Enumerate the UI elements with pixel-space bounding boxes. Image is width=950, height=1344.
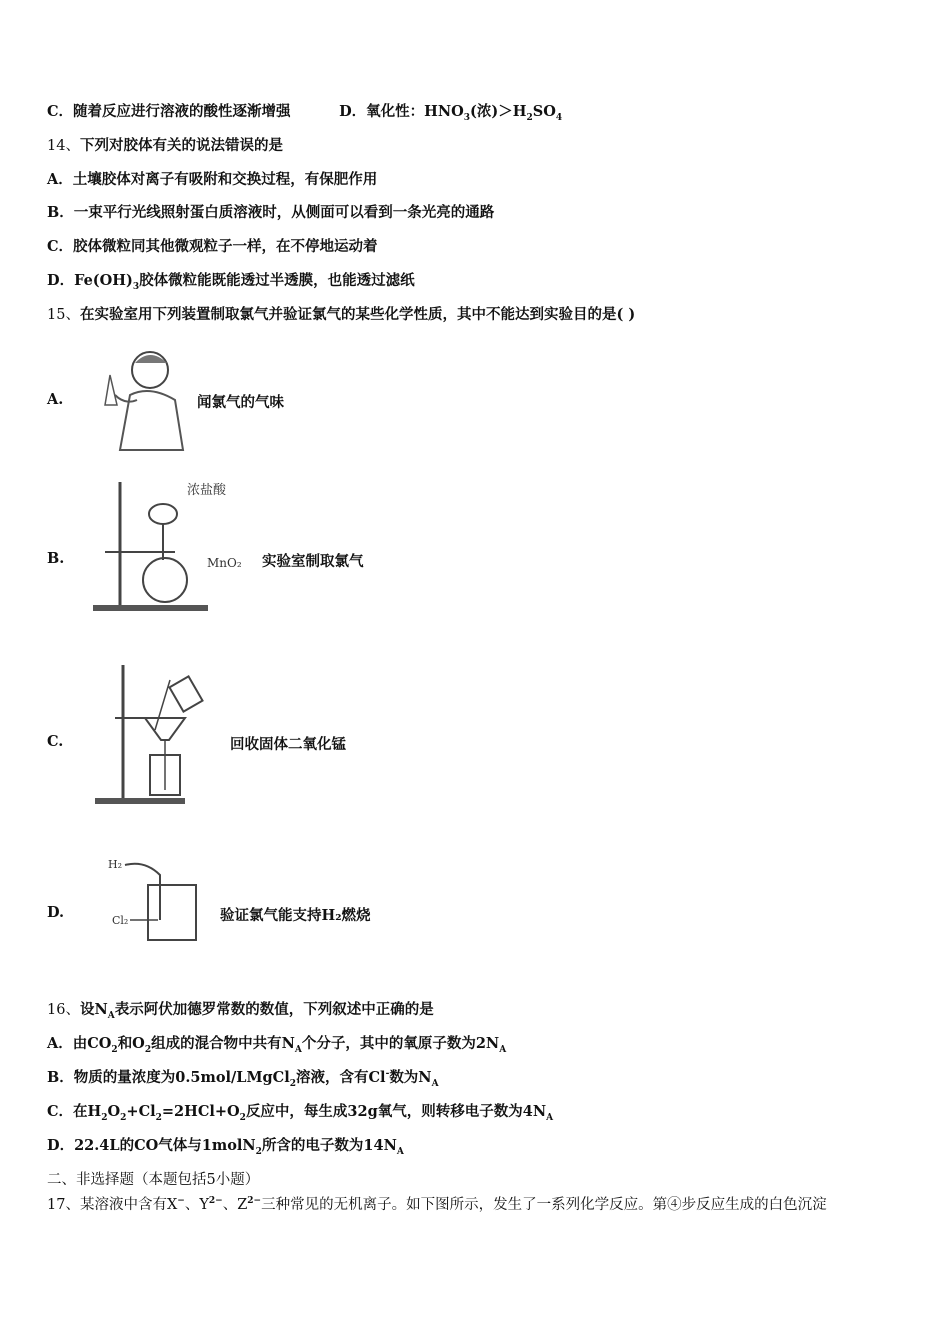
text-segment: 2 <box>526 112 533 123</box>
text-segment: 3 <box>463 112 471 123</box>
text-segment: 14、 <box>47 138 80 154</box>
text-segment: A <box>294 1044 302 1055</box>
figure-label-h2: H₂ <box>108 858 123 871</box>
chlorine-generator-figure <box>85 472 265 622</box>
q14-c <box>47 238 378 256</box>
text-segment: 二、非选择题（本题包括5小题） <box>47 1172 260 1188</box>
text-segment: A <box>431 1078 439 1089</box>
text-segment: D．Fe(OH) <box>47 272 133 289</box>
text-segment: +Cl <box>126 1103 156 1120</box>
text-segment: A <box>499 1044 507 1055</box>
text-segment: 2 <box>255 1146 262 1157</box>
text-segment: 三种常见的无机离子。如下图所示，发生了一系列化学反应。第④步反应生成的白色沉淀 <box>261 1197 827 1213</box>
text-segment: =2HCl+O <box>161 1103 240 1120</box>
text-segment: 3 <box>132 281 140 292</box>
q15-option-a-letter: A. <box>47 391 64 408</box>
q15-option-b-label: 实验室制取氯气 <box>262 553 364 570</box>
text-segment: 15、 <box>47 307 80 323</box>
text-segment: - <box>385 1069 390 1080</box>
text-segment: 和O <box>117 1035 145 1052</box>
q14-d <box>47 272 415 290</box>
text-segment: A <box>396 1146 404 1157</box>
text-segment: 个分子，其中的氧原子数为2N <box>301 1035 500 1052</box>
text-segment: − <box>177 1196 185 1207</box>
text-segment: A．由CO <box>47 1035 112 1052</box>
text-segment: SO <box>532 103 556 120</box>
text-segment: 2 <box>239 1112 246 1123</box>
q17-stem <box>47 1196 827 1214</box>
text-segment: 溶液，含有Cl <box>296 1069 386 1086</box>
text-segment: 在实验室用下列装置制取氯气并验证氯气的某些化学性质，其中不能达到实验目的是( ) <box>79 306 636 323</box>
q14-stem <box>47 137 283 155</box>
text-segment: 2− <box>247 1196 262 1207</box>
text-segment: 4 <box>555 112 563 123</box>
text-segment: 下列对胶体有关的说法错误的是 <box>79 137 283 154</box>
figure-label-hcl: 浓盐酸 <box>187 483 227 498</box>
q15-option-d-letter: D. <box>47 904 65 921</box>
text-segment: 反应中，每生成32g氧气，则转移电子数为4N <box>245 1103 547 1120</box>
text-segment: D．22.4L的CO气体与1molN <box>47 1137 256 1154</box>
text-segment: 17、某溶液中含有X <box>47 1197 178 1213</box>
text-segment: 2− <box>208 1196 223 1207</box>
q15-option-a-label: 闻氯气的气味 <box>197 394 284 411</box>
text-segment: 2 <box>144 1044 152 1055</box>
q16-c <box>47 1103 553 1121</box>
text-segment: 所含的电子数为14N <box>261 1137 397 1154</box>
q15-option-c-label: 回收固体二氧化锰 <box>230 736 346 753</box>
text-segment: 2 <box>155 1112 162 1123</box>
text-segment: 表示阿伏加德罗常数的数值，下列叙述中正确的是 <box>114 1001 434 1018</box>
text-segment: A <box>107 1010 115 1021</box>
hydrogen-burning-figure <box>100 840 220 955</box>
q13-c-d <box>47 103 562 121</box>
text-segment: 2 <box>120 1112 127 1123</box>
text-segment: D．氧化性：HNO <box>290 103 464 120</box>
text-segment: 数为N <box>389 1069 432 1086</box>
text-segment: (浓)＞H <box>470 103 527 120</box>
text-segment: 2 <box>101 1112 108 1123</box>
text-segment: 2 <box>289 1078 296 1089</box>
text-segment: 2 <box>111 1044 118 1055</box>
text-segment: C．胶体微粒同其他微观粒子一样，在不停地运动着 <box>47 238 378 255</box>
smell-chlorine-figure <box>95 345 195 457</box>
text-segment: 胶体微粒能既能透过半透膜，也能透过滤纸 <box>139 272 415 289</box>
q15-stem <box>47 306 635 324</box>
text-segment: 、Z <box>222 1197 248 1213</box>
text-segment: B．物质的量浓度为0.5mol/LMgCl <box>47 1069 290 1086</box>
section-2-heading <box>47 1171 259 1189</box>
text-segment: O <box>107 1103 121 1120</box>
text-segment: C．在H <box>47 1103 102 1120</box>
q15-option-d-label: 验证氯气能支持H₂燃烧 <box>220 907 371 924</box>
text-segment: C．随着反应进行溶液的酸性逐渐增强 <box>47 103 291 120</box>
figure-label-cl2: Cl₂ <box>112 914 129 927</box>
text-segment: A <box>546 1112 554 1123</box>
text-segment: B．一束平行光线照射蛋白质溶液时，从侧面可以看到一条光亮的通路 <box>47 204 495 221</box>
text-segment: 组成的混合物中共有N <box>151 1035 295 1052</box>
text-segment: A．土壤胶体对离子有吸附和交换过程，有保肥作用 <box>47 171 378 188</box>
q14-a <box>47 171 377 189</box>
q16-d <box>47 1137 404 1155</box>
text-segment: 设N <box>79 1001 108 1018</box>
q16-b <box>47 1069 439 1087</box>
figure-label-mno2: MnO₂ <box>207 556 242 570</box>
text-segment: 16、 <box>47 1002 80 1018</box>
q15-option-b-letter: B. <box>47 550 65 567</box>
q15-option-c-letter: C. <box>47 733 64 750</box>
q16-stem <box>47 1001 434 1019</box>
q14-b <box>47 204 494 222</box>
q16-a <box>47 1035 506 1053</box>
text-segment: 、Y <box>184 1197 209 1213</box>
filtration-figure <box>75 660 225 815</box>
